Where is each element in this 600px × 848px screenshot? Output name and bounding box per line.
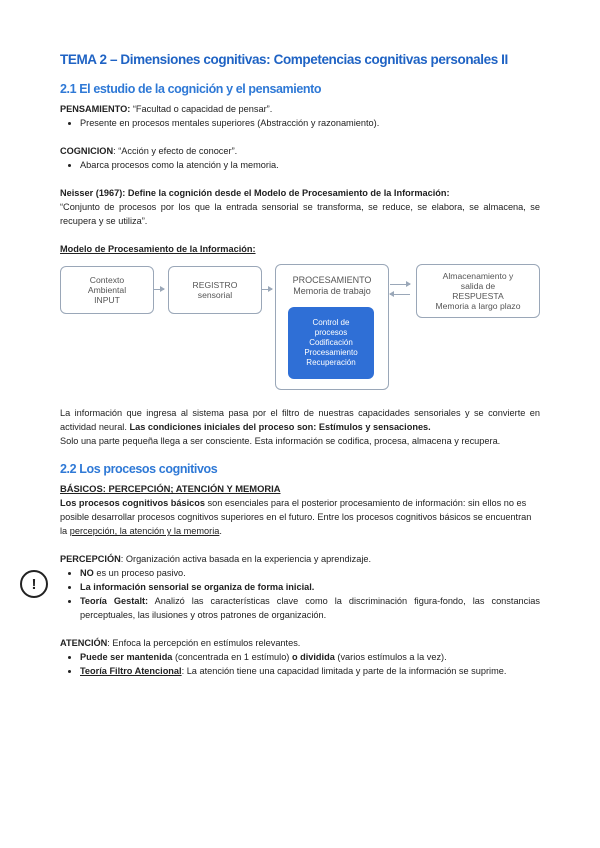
list-item: • Teoría Gestalt: Analizó las características clave como la discriminación figura-fondo, las constancias perceptuales, las ilusiones y otros patrones de organización. bbox=[80, 594, 540, 622]
neisser-heading: Neisser (1967): Define la cognición desde el Modelo de Procesamiento de la Información: bbox=[60, 188, 450, 198]
page-title: TEMA 2 – Dimensiones cognitivas: Competencias cognitivas personales II bbox=[60, 52, 508, 67]
intro-paragraph: Los procesos cognitivos básicos son esenciales para el posterior procesamiento de información: sin ellos no es posible desarrollar procesos cognitivos superiores en el futuro. Entre los procesos cognitivos básicos se encuentran la percepción, la atención y la memoria. bbox=[60, 498, 532, 536]
input-box: Contexto Ambiental INPUT bbox=[60, 266, 154, 314]
neisser-quote: “Conjunto de procesos por los que la entrada sensorial se transforma, se reduce, se elabora, se almacena, se recupera y se utiliza”. bbox=[60, 202, 540, 226]
arrow-left bbox=[390, 294, 410, 295]
list-item: • La información sensorial se organiza de forma inicial. bbox=[80, 580, 540, 594]
control-procesos-box: Control de procesos Codificación Procesamiento Recuperación bbox=[288, 307, 374, 379]
percepcion-definition: PERCEPCIÓN: Organización activa basada en la experiencia y aprendizaje. bbox=[60, 554, 372, 564]
warning-icon: ! bbox=[20, 570, 48, 598]
list-item: • Teoría Filtro Atencional: La atención tiene una capacidad limitada y parte de la información se suprime. bbox=[80, 664, 540, 678]
list-item: • NO es un proceso pasivo. bbox=[80, 566, 540, 580]
respuesta-box: Almacenamiento y salida de RESPUESTA Memoria a largo plazo bbox=[416, 264, 540, 318]
processing-model-diagram bbox=[60, 264, 540, 394]
pensamiento-definition: PENSAMIENTO: “Facultad o capacidad de pensar”. bbox=[60, 104, 273, 114]
list-item: • Abarca procesos como la atención y la memoria. bbox=[80, 158, 540, 172]
registro-box: REGISTRO sensorial bbox=[168, 266, 262, 314]
percepcion-list bbox=[60, 566, 540, 622]
section-2-heading: 2.2 Los procesos cognitivos bbox=[60, 462, 218, 476]
atencion-list bbox=[60, 650, 540, 678]
cognicion-definition: COGNICION: “Acción y efecto de conocer”. bbox=[60, 146, 238, 156]
section-2-subheading: BÁSICOS: PERCEPCIÓN; ATENCIÓN Y MEMORIA bbox=[60, 483, 281, 494]
list-item: • Puede ser mantenida (concentrada en 1 estímulo) o dividida (varios estímulos a la vez). bbox=[80, 650, 540, 664]
procesamiento-box: PROCESAMIENTO Memoria de trabajo Control de procesos Codificación Procesamiento Recuperación bbox=[275, 264, 389, 390]
document-page bbox=[60, 52, 540, 678]
atencion-definition: ATENCIÓN: Enfoca la percepción en estímulos relevantes. bbox=[60, 638, 301, 648]
model-heading: Modelo de Procesamiento de la Información: bbox=[60, 244, 256, 254]
pensamiento-list bbox=[60, 116, 540, 130]
arrow-right bbox=[154, 289, 164, 290]
arrow-right bbox=[262, 289, 272, 290]
paragraph-conscious: Solo una parte pequeña llega a ser consciente. Esta información se codifica, procesa, almacena y recupera. bbox=[60, 436, 501, 446]
cognicion-list bbox=[60, 158, 540, 172]
section-1-heading: 2.1 El estudio de la cognición y el pensamiento bbox=[60, 82, 322, 96]
arrow-right bbox=[390, 284, 410, 285]
paragraph-sensory: La información que ingresa al sistema pasa por el filtro de nuestras capacidades sensoriales y se convierte en actividad neural. Las condiciones iniciales del proceso son: Estímulos y sensaciones. bbox=[60, 408, 540, 432]
list-item: • Presente en procesos mentales superiores (Abstracción y razonamiento). bbox=[80, 116, 540, 130]
